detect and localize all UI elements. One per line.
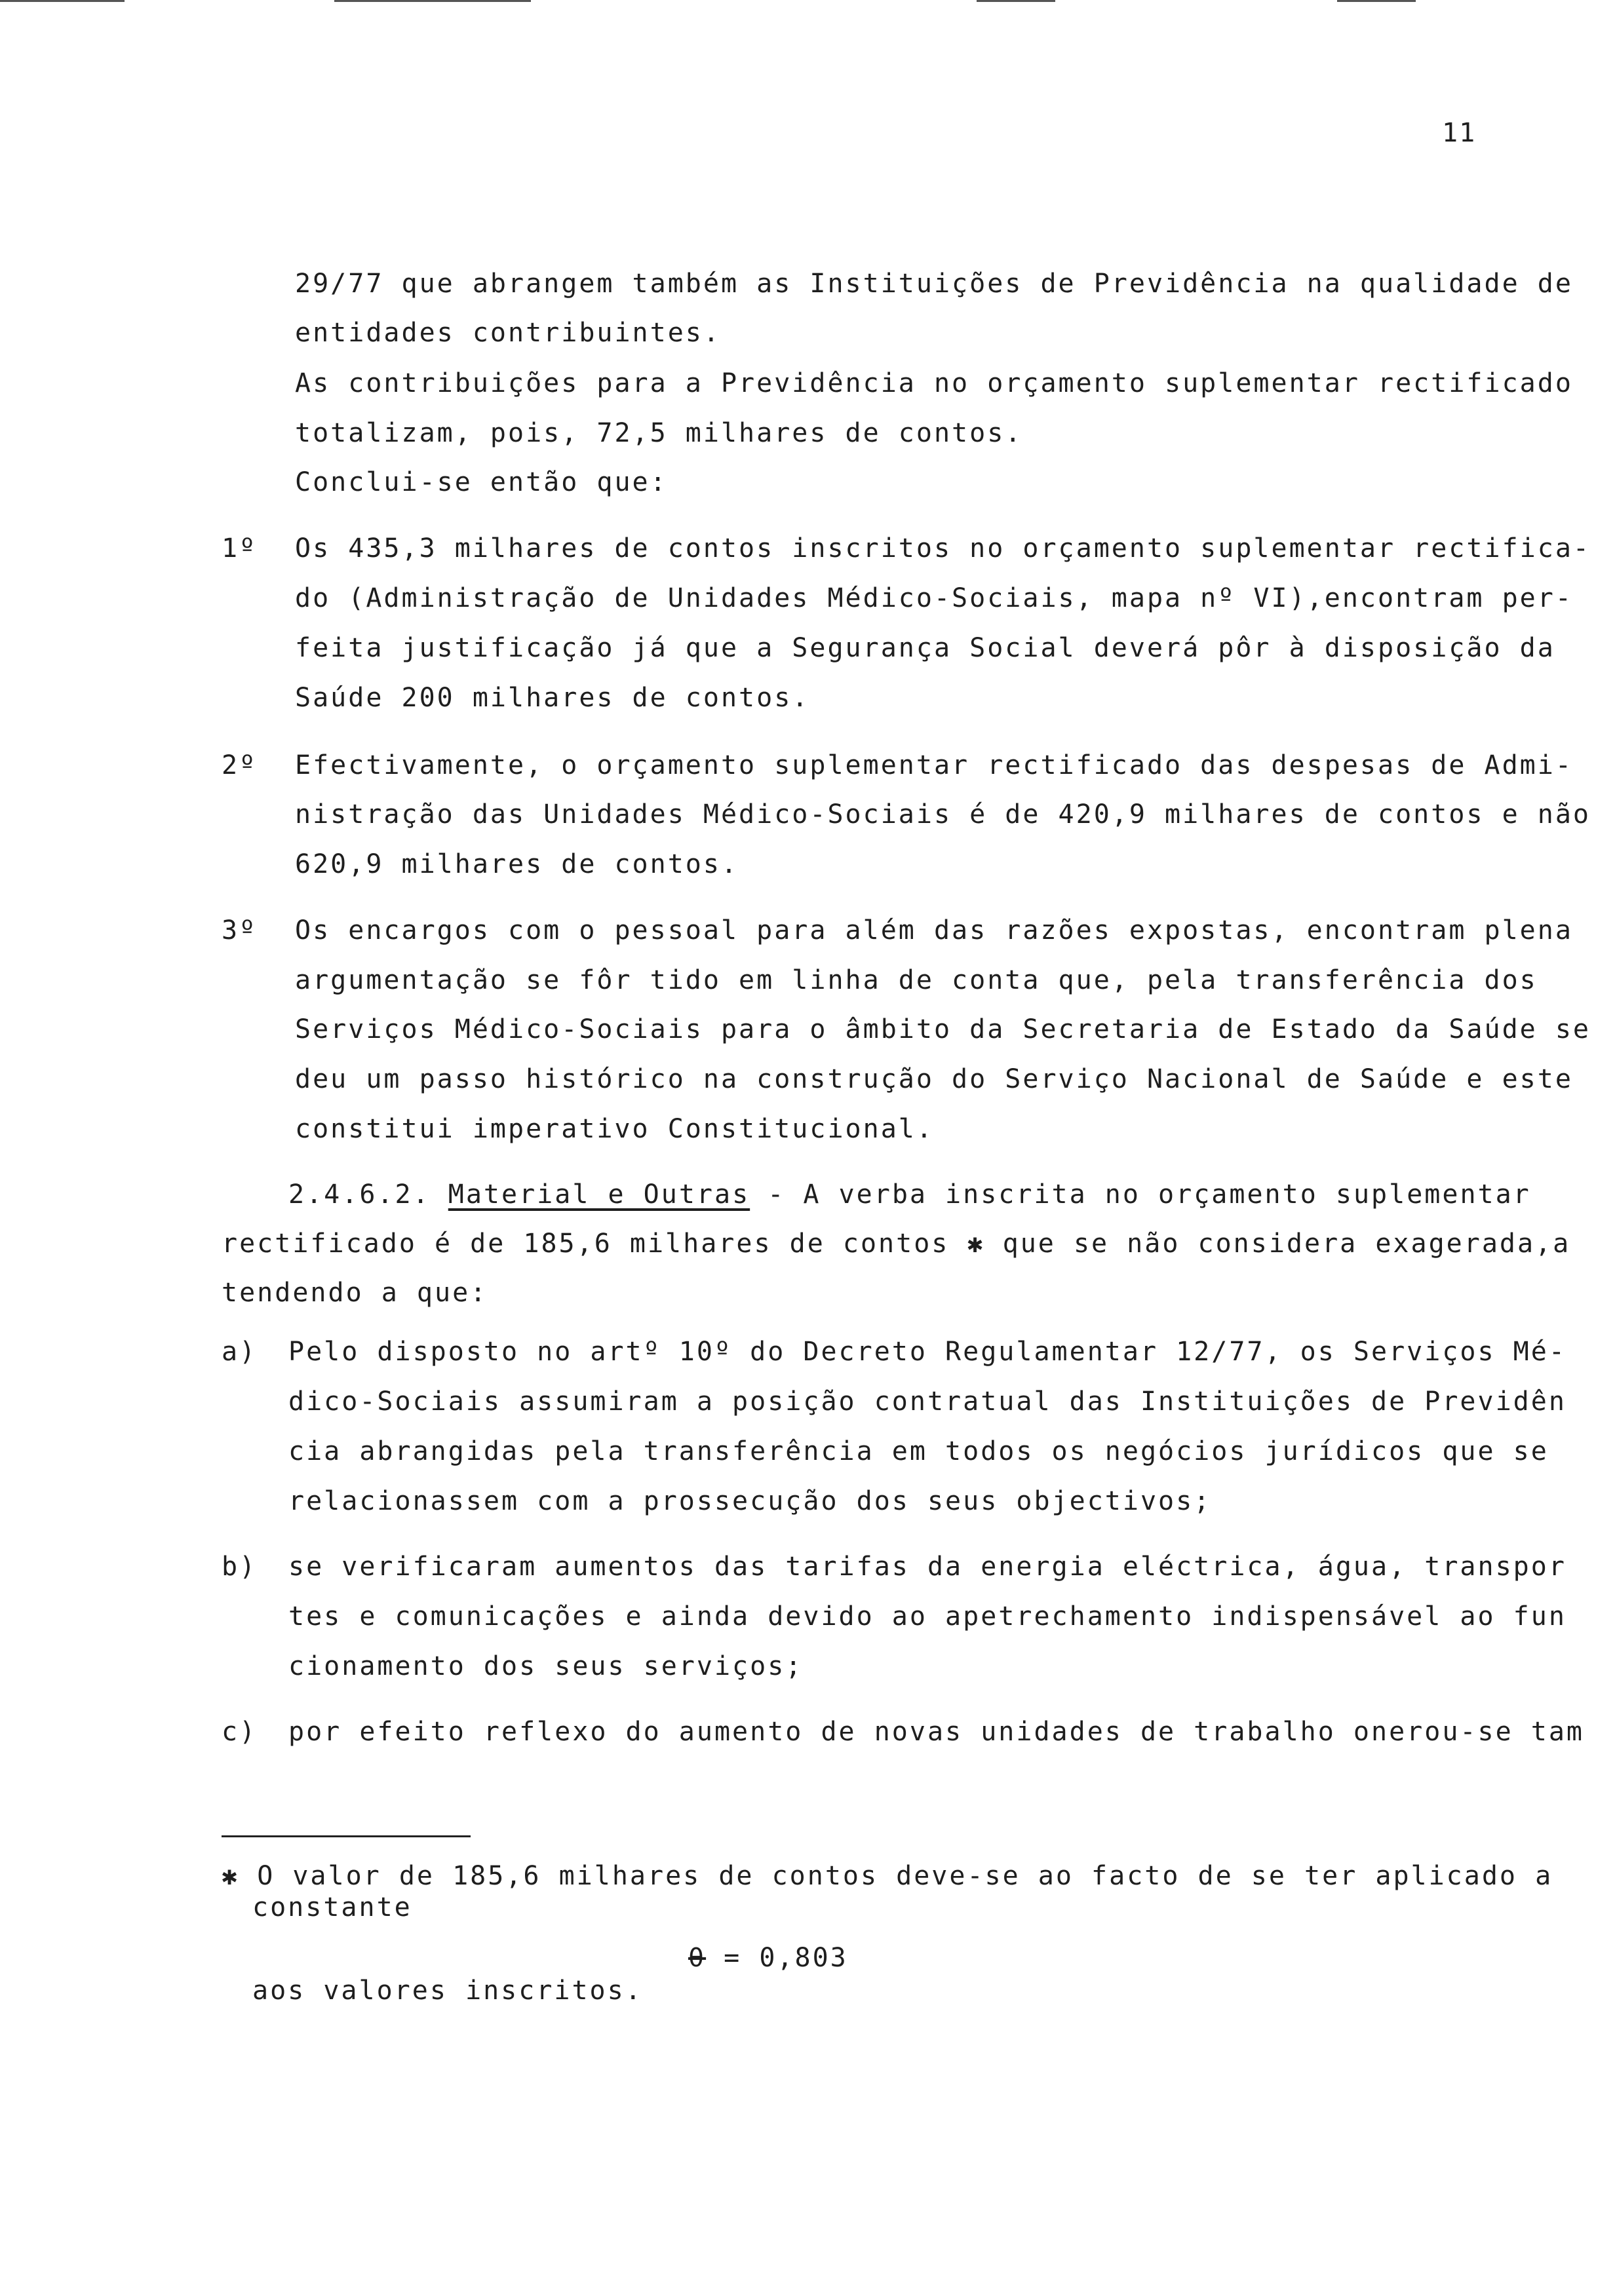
item-line: Os encargos com o pessoal para além das razões expostas, encontram plena [295, 915, 1573, 946]
footnote-marker: ✱ [222, 1861, 240, 1891]
item-line: dico-Sociais assumiram a posição contratual das Instituições de Previdên [288, 1387, 1566, 1417]
item-line: constitui imperativo Constitucional. [295, 1114, 934, 1144]
item-label: b) [222, 1552, 258, 1582]
section-first-line [288, 1179, 1531, 1210]
theta-symbol: θ [688, 1943, 707, 1973]
section-heading: Material e Outras [448, 1179, 750, 1210]
item-number: 3º [222, 915, 258, 946]
item-line: Pelo disposto no artº 10º do Decreto Regulamentar 12/77, os Serviços Mé- [288, 1337, 1566, 1367]
section-line: rectificado é de 185,6 milhares de contos ✱ que se não considera exagerada,a [222, 1229, 1571, 1259]
item-line: do (Administração de Unidades Médico-Sociais, mapa nº VI),encontram per- [295, 583, 1573, 613]
footnote-formula [688, 1943, 848, 1973]
intro-line: 29/77 que abrangem também as Instituições de Previdência na qualidade de [295, 269, 1573, 299]
footnote-line: constante [252, 1892, 412, 1923]
item-line: 620,9 milhares de contos. [295, 849, 739, 879]
footnote-line: aos valores inscritos. [252, 1976, 643, 2006]
item-line: argumentação se fôr tido em linha de conta que, pela transferência dos [295, 965, 1538, 995]
item-line: Efectivamente, o orçamento suplementar rectificado das despesas de Admi- [295, 750, 1573, 780]
item-number: 1º [222, 533, 258, 564]
item-line: tes e comunicações e ainda devido ao apetrechamento indispensável ao fun [288, 1601, 1566, 1632]
scan-edge-mark [0, 0, 125, 2]
item-line: Saúde 200 milhares de contos. [295, 683, 810, 713]
item-line: se verificaram aumentos das tarifas da energia eléctrica, água, transpor [288, 1552, 1566, 1582]
item-line: Serviços Médico-Sociais para o âmbito da Secretaria de Estado da Saúde se [295, 1014, 1591, 1044]
item-line: por efeito reflexo do aumento de novas unidades de trabalho onerou-se tam [288, 1717, 1584, 1747]
scan-edge-mark [1337, 0, 1416, 2]
item-line: nistração das Unidades Médico-Sociais é de 420,9 milhares de contos e não [295, 799, 1591, 830]
item-line: Os 435,3 milhares de contos inscritos no orçamento suplementar rectifica- [295, 533, 1591, 564]
formula-value: = 0,803 [706, 1943, 848, 1973]
section-text: - A verba inscrita no orçamento suplementar [750, 1179, 1531, 1210]
item-line: relacionassem com a prossecução dos seus objectivos; [288, 1486, 1212, 1516]
footnote-text: O valor de 185,6 milhares de contos deve-se ao facto de se ter aplicado a [257, 1861, 1553, 1891]
section-number: 2.4.6.2. [288, 1179, 431, 1210]
page-number: 11 [1442, 118, 1477, 148]
intro-line: entidades contribuintes. [295, 318, 721, 348]
item-number: 2º [222, 750, 258, 780]
intro-line: totalizam, pois, 72,5 milhares de contos. [295, 418, 1023, 448]
scan-edge-mark [334, 0, 531, 2]
item-line: cia abrangidas pela transferência em todos os negócios jurídicos que se [288, 1436, 1549, 1466]
intro-line: As contribuições para a Previdência no orçamento suplementar rectificado [295, 368, 1573, 398]
footnote-line [222, 1861, 1553, 1891]
item-line: deu um passo histórico na construção do Serviço Nacional de Saúde e este [295, 1064, 1573, 1094]
section-line: tendendo a que: [222, 1278, 488, 1308]
item-line: cionamento dos seus serviços; [288, 1651, 804, 1681]
item-label: c) [222, 1717, 258, 1747]
scan-edge-mark [977, 0, 1055, 2]
footnote-divider [222, 1835, 471, 1837]
item-line: feita justificação já que a Segurança Social deverá pôr à disposição da [295, 633, 1555, 663]
intro-line: Conclui-se então que: [295, 467, 668, 497]
item-label: a) [222, 1337, 258, 1367]
